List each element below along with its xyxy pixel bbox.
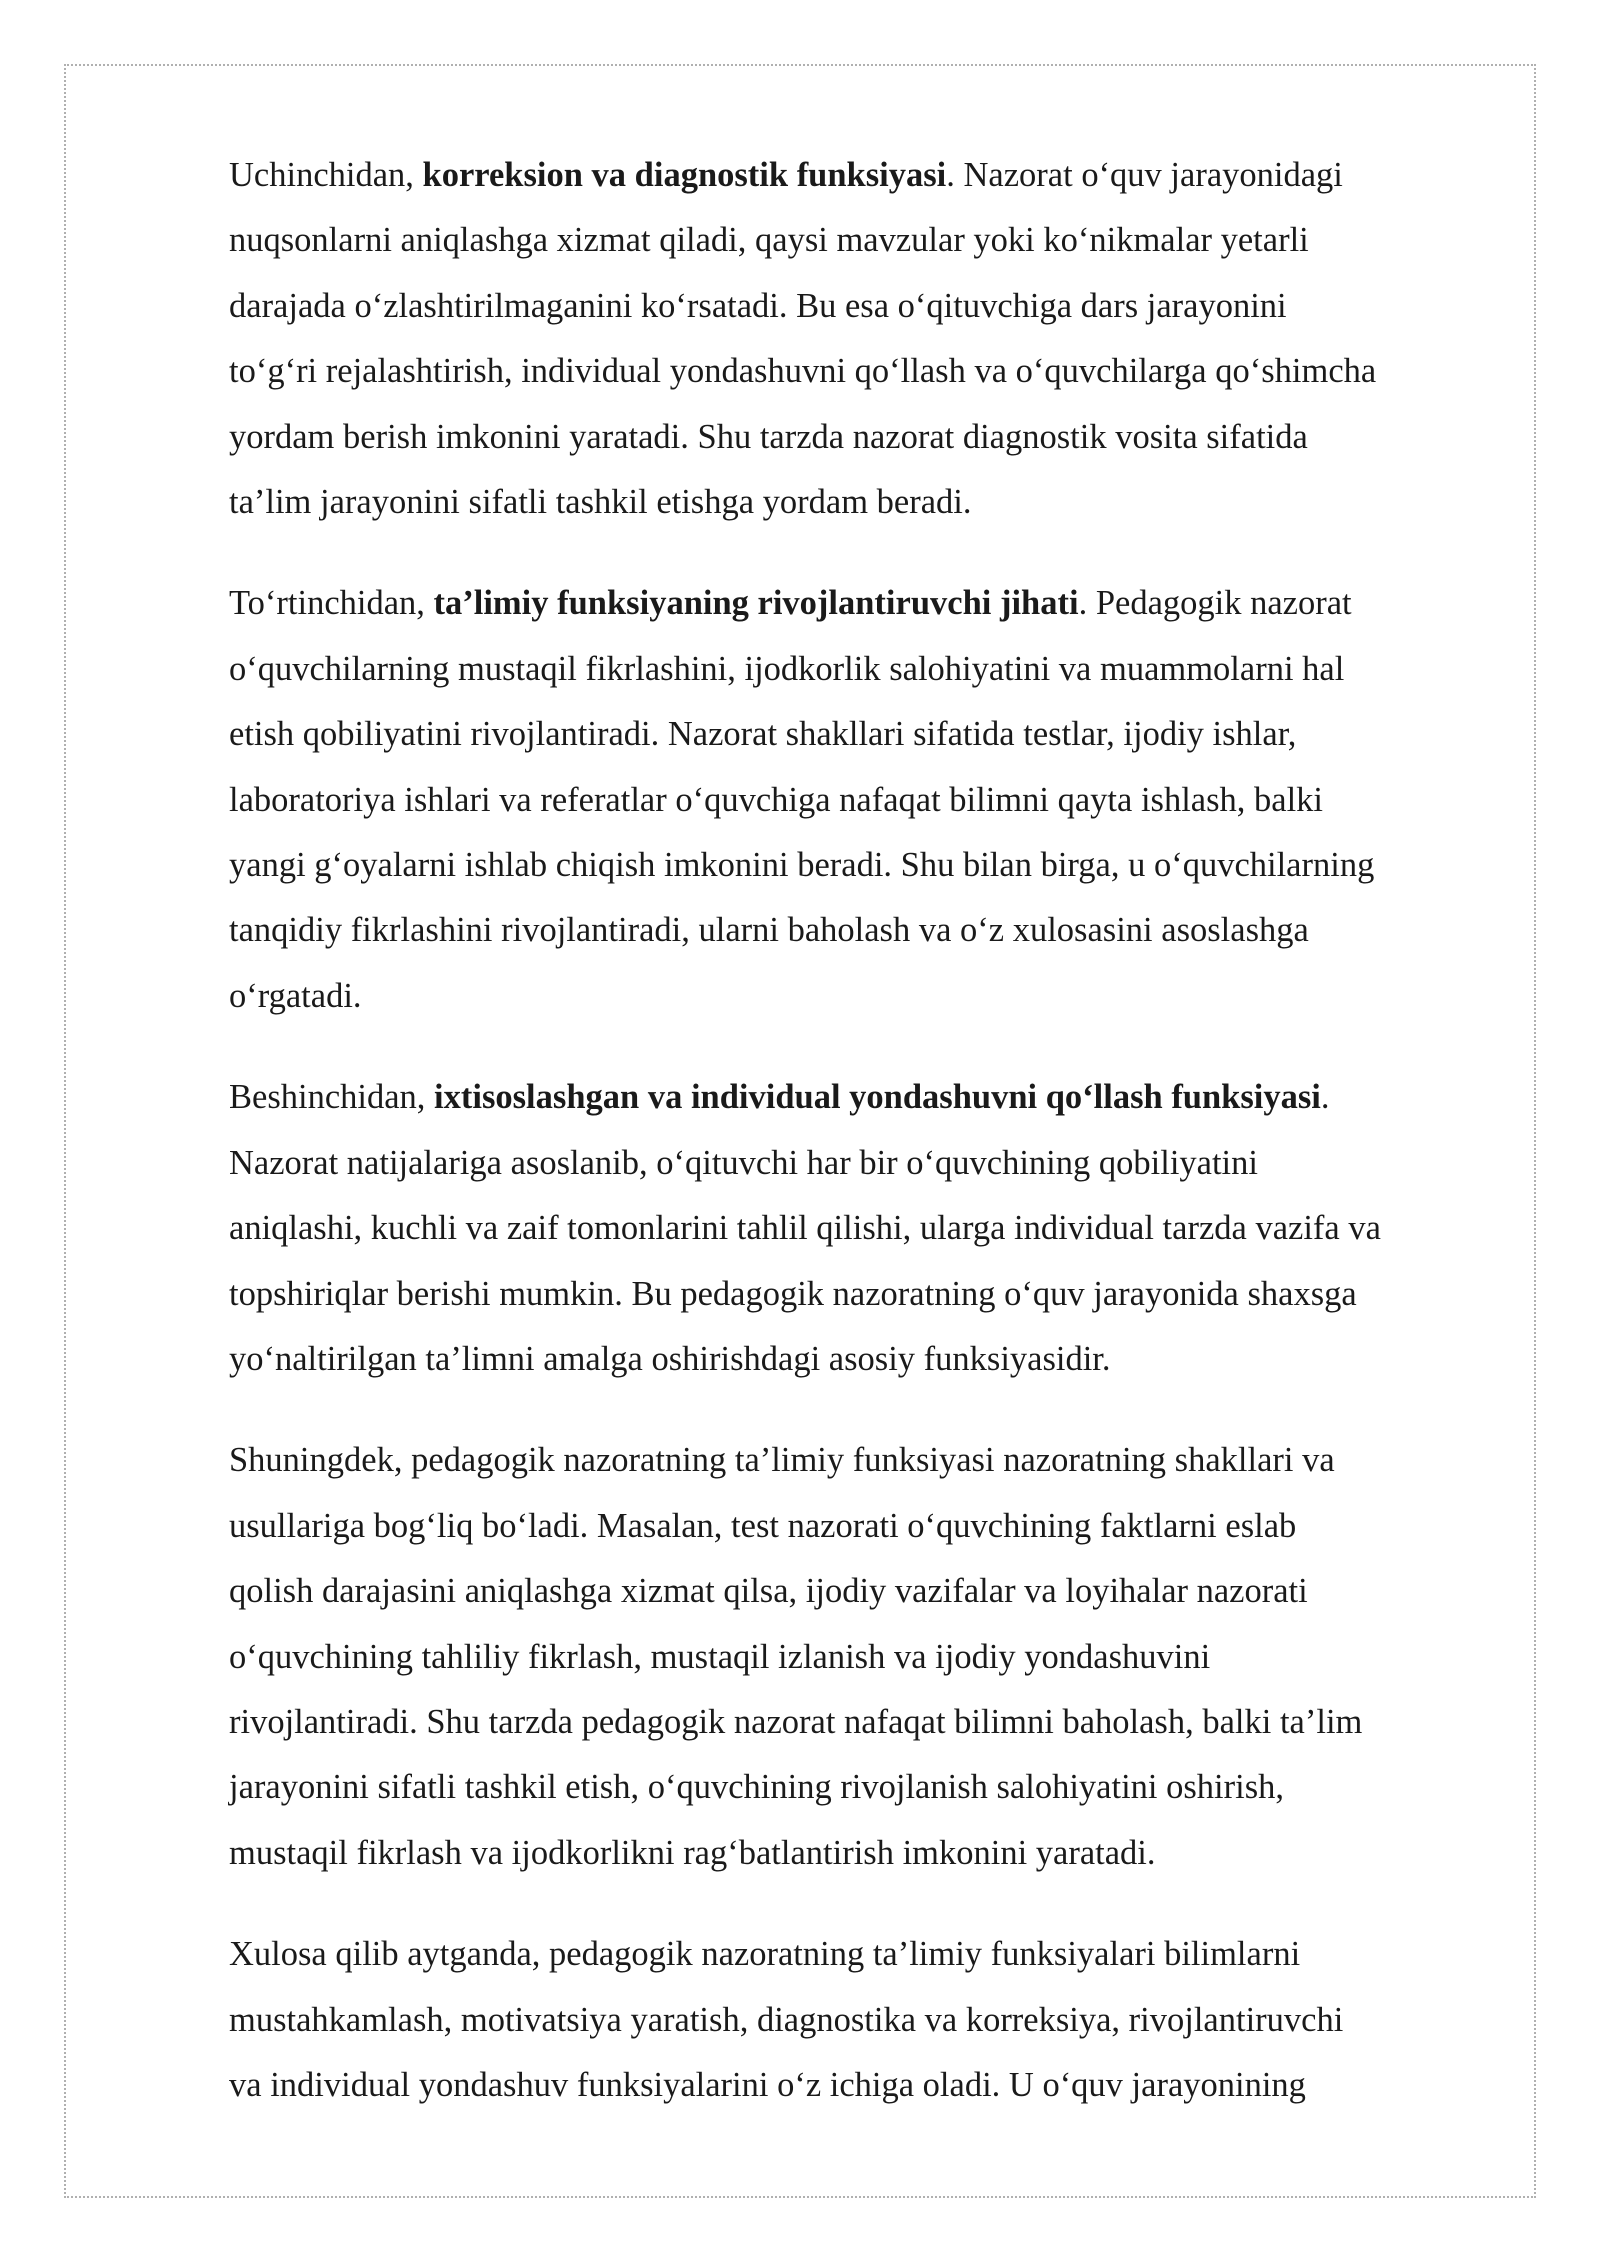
paragraph [229,571,1499,1029]
text-run: laboratoriya ishlari va referatlar o‘quvchiga nafaqat bilimni qayta ishlash, balki [229,780,1324,819]
bold-term: ta’limiy funksiyaning rivojlantiruvchi jihati [433,584,1079,623]
text-run: va individual yondashuv funksiyalarini o‘z ichiga oladi. U o‘quv jarayonining [229,2065,1306,2104]
paragraph [229,1922,1499,2118]
text-run: o‘quvchining tahliliy fikrlash, mustaqil izlanish va ijodiy yondashuvini [229,1637,1211,1676]
text-run: ta’lim jarayonini sifatli tashkil etishga yordam beradi. [229,483,972,522]
document-body [229,143,1499,2154]
text-run: mustaqil fikrlash va ijodkorlikni rag‘batlantirish imkonini yaratadi. [229,1833,1156,1872]
text-run: tanqidiy fikrlashini rivojlantiradi, ularni baholash va o‘z xulosasini asoslashga [229,911,1309,950]
text-run: o‘rgatadi. [229,976,362,1015]
text-run: . Pedagogik nazorat [1078,584,1352,623]
text-run: yangi g‘oyalarni ishlab chiqish imkonini beradi. Shu bilan birga, u o‘quvchilarning [229,846,1375,885]
bold-term: korreksion va diagnostik funksiyasi [422,156,947,194]
text-run: yo‘naltirilgan ta’limni amalga oshirishdagi asosiy funksiyasidir. [229,1339,1111,1378]
text-run: qolish darajasini aniqlashga xizmat qilsa, ijodiy vazifalar va loyihalar nazorati [229,1572,1308,1611]
paragraph [229,143,1499,535]
text-run: nuqsonlarni aniqlashga xizmat qiladi, qaysi mavzular yoki ko‘nikmalar yetarli [229,221,1309,260]
text-run: To‘rtinchidan, [229,584,434,623]
text-run: jarayonini sifatli tashkil etish, o‘quvchining rivojlanish salohiyatini oshirish, [229,1768,1284,1807]
text-run: topshiriqlar berishi mumkin. Bu pedagogik nazoratning o‘quv jarayonida shaxsga [229,1274,1357,1313]
paragraph [229,1065,1499,1392]
text-run: to‘g‘ri rejalashtirish, individual yondashuvni qo‘llash va o‘quvchilarga qo‘shimcha [229,352,1377,391]
text-run: . Nazorat o‘quv jarayonidagi [946,156,1343,194]
bold-term: ixtisoslashgan va individual yondashuvni qo‘llash funksiyasi [434,1078,1321,1117]
text-run: yordam berish imkonini yaratadi. Shu tarzda nazorat diagnostik vosita sifatida [229,417,1308,456]
text-run: rivojlantiradi. Shu tarzda pedagogik nazorat nafaqat bilimni baholash, balki ta’lim [229,1702,1363,1741]
text-run: Nazorat natijalariga asoslanib, o‘qituvchi har bir o‘quvchining qobiliyatini [229,1143,1258,1182]
text-run: etish qobiliyatini rivojlantiradi. Nazorat shakllari sifatida testlar, ijodiy ishlar, [229,715,1297,754]
text-run: o‘quvchilarning mustaqil fikrlashini, ijodkorlik salohiyatini va muammolarni hal [229,649,1345,688]
text-run: Shuningdek, pedagogik nazoratning ta’limiy funksiyasi nazoratning shakllari va [229,1441,1335,1480]
text-run: . [1320,1078,1330,1117]
text-run: usullariga bog‘liq bo‘ladi. Masalan, test nazorati o‘quvchining faktlarni eslab [229,1506,1297,1545]
paragraph [229,1428,1499,1886]
text-run: mustahkamlash, motivatsiya yaratish, diagnostika va korreksiya, rivojlantiruvchi [229,2000,1344,2039]
text-run: Xulosa qilib aytganda, pedagogik nazoratning ta’limiy funksiyalari bilimlarni [229,1935,1301,1974]
text-run: Beshinchidan, [229,1078,435,1117]
text-run: aniqlashi, kuchli va zaif tomonlarini tahlil qilishi, ularga individual tarzda vazifa va [229,1209,1381,1248]
text-run: darajada o‘zlashtirilmaganini ko‘rsatadi. Bu esa o‘qituvchiga dars jarayonini [229,286,1287,325]
text-run: Uchinchidan, [229,156,423,194]
